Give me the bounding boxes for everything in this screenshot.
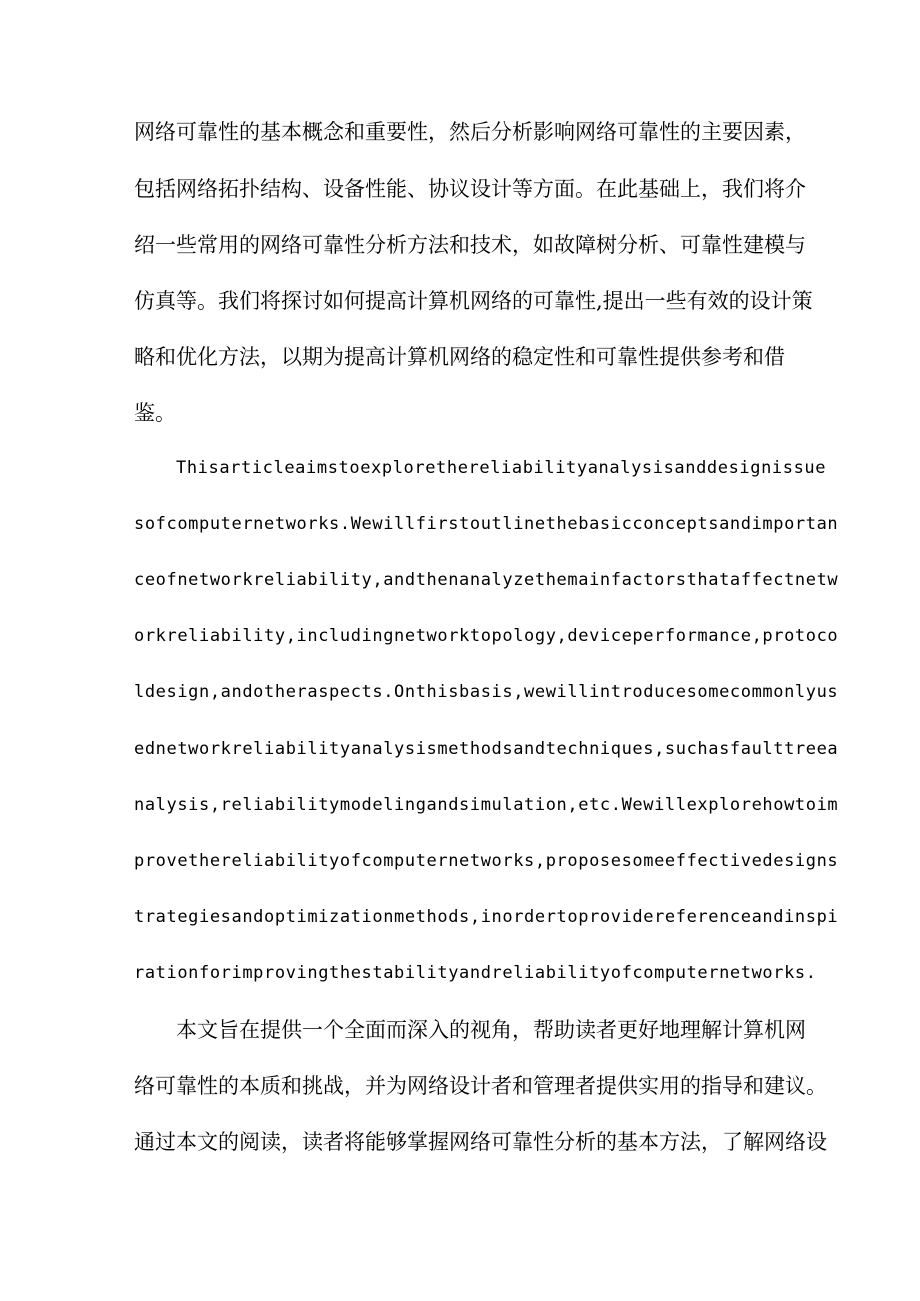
text-line: provethereliabilityofcomputernetworks,proposesomeeffectivedesigns — [134, 851, 839, 871]
text-line: 略和优化方法，以期为提高计算机网络的稳定性和可靠性提供参考和借 — [134, 345, 785, 369]
text-line: rationforimprovingthestabilityandreliabilityofcomputernetworks. — [134, 963, 817, 983]
text-line: 通过本文的阅读，读者将能够掌握网络可靠性分析的基本方法，了解网络设 — [134, 1130, 827, 1154]
text-line: nalysis,reliabilitymodelingandsimulation,etc.Wewillexplorehowtoim — [134, 795, 839, 815]
text-line: 网络可靠性的基本概念和重要性，然后分析影响网络可靠性的主要因素， — [134, 120, 806, 144]
text-line: 鉴。 — [134, 401, 176, 425]
text-line: ldesign,andotheraspects.Onthisbasis,wewillintroducesomecommonlyus — [134, 682, 839, 702]
text-line: ceofnetworkreliability,andthenanalyzethemainfactorsthataffectnetw — [134, 570, 839, 590]
text-line: 包括网络拓扑结构、设备性能、协议设计等方面。在此基础上，我们将介 — [134, 177, 806, 201]
text-line: 绍一些常用的网络可靠性分析方法和技术，如故障树分析、可靠性建模与 — [134, 233, 806, 257]
text-line: ednetworkreliabilityanalysismethodsandtechniques,suchasfaulttreea — [134, 739, 839, 759]
text-line: 仿真等。我们将探讨如何提高计算机网络的可靠性,提出一些有效的设计策 — [134, 289, 813, 313]
text-line: orkreliability,includingnetworktopology,deviceperformance,protoco — [134, 626, 839, 646]
text-line: trategiesandoptimizationmethods,inordertoprovidereferenceandinspi — [134, 907, 839, 927]
text-line: sofcomputernetworks.Wewillfirstoutlinethebasicconceptsandimportan — [134, 514, 839, 534]
text-line: 本文旨在提供一个全面而深入的视角，帮助读者更好地理解计算机网 — [176, 1018, 806, 1042]
text-line: 络可靠性的本质和挑战，并为网络设计者和管理者提供实用的指导和建议。 — [134, 1074, 827, 1098]
text-line: Thisarticleaimstoexplorethereliabilityanalysisanddesignissue — [176, 458, 827, 478]
